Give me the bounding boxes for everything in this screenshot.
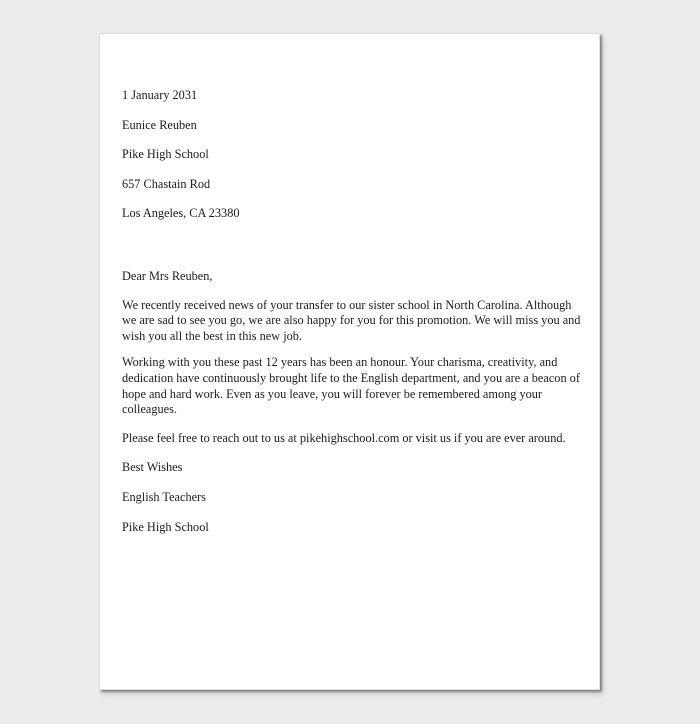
closing-signoff: Best Wishes	[122, 460, 183, 475]
salutation: Dear Mrs Reuben,	[122, 268, 213, 283]
body-paragraph-2: Working with you these past 12 years has been an honour. Your charisma, creativity, and dedication have continuously brought life to the English department, and you are a beacon of hope and hard work. Even as you leave, you will forever be remembered among your colleagues.	[122, 355, 580, 417]
body-paragraph-1: We recently received news of your transfer to our sister school in North Carolina. Although we are sad to see you go, we are also happy for you for this promotion. We will miss you and wish you all the best in this new job.	[122, 297, 581, 343]
letter-date: 1 January 2031	[122, 88, 198, 102]
closing-signature: English Teachers	[122, 489, 206, 504]
letter-page	[99, 33, 600, 690]
closing-organization: Pike High School	[122, 519, 209, 534]
body-paragraph-3: Please feel free to reach out to us at pikehighschool.com or visit us if you are ever around.	[122, 430, 566, 445]
recipient-organization: Pike High School	[122, 147, 209, 162]
recipient-name: Eunice Reuben	[122, 117, 197, 132]
recipient-city-state-zip: Los Angeles, CA 23380	[122, 206, 240, 221]
recipient-street-address: 657 Chastain Rod	[122, 176, 211, 191]
